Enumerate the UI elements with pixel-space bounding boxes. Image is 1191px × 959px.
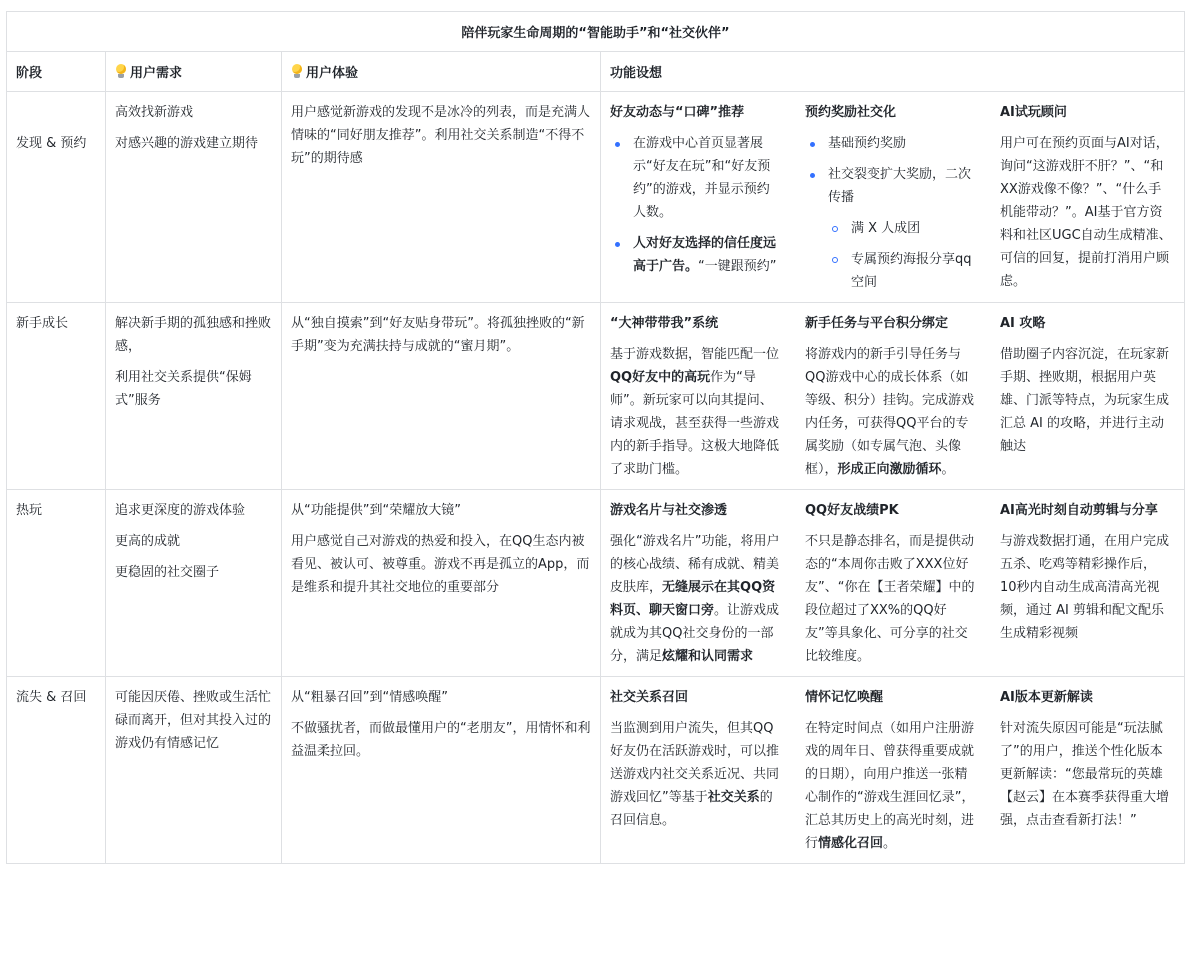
- feature-title: “大神带带我”系统: [610, 316, 719, 331]
- bold-text: QQ好友中的高玩: [610, 370, 711, 385]
- feature-body-text: 。: [883, 836, 897, 851]
- feature-body: 与游戏数据打通，在用户完成五杀、吃鸡等精彩操作后，10秒内自动生成高清高光视频，通过 AI 剪辑和配文配乐生成精彩视频: [1000, 534, 1170, 641]
- stage-label: 新手成长: [16, 316, 69, 331]
- feature-body: [610, 343, 782, 481]
- stage-cell: [7, 303, 106, 490]
- need-item: 利用社交关系提供“保姆式”服务: [115, 370, 252, 408]
- table-title-row: [7, 12, 1185, 52]
- table-title: 陪伴玩家生命周期的“智能助手”和“社交伙伴”: [7, 12, 1185, 52]
- need-item: 高效找新游戏: [115, 105, 194, 120]
- list-item: [805, 163, 977, 294]
- bold-text: 无缝展示在其QQ资料页、聊天窗口旁: [610, 580, 776, 618]
- experience-cell: [282, 303, 601, 490]
- bold-text: 炫耀和认同需求: [662, 649, 754, 664]
- lightbulb-icon: [115, 64, 127, 79]
- stage-label: 热玩: [16, 503, 43, 518]
- bold-text: 形成正向激励循环: [837, 462, 942, 477]
- header-stage: 阶段: [7, 52, 106, 92]
- table-row: [7, 92, 1185, 303]
- feature-bullets: [805, 132, 977, 294]
- experience-text: 从“功能提供”到“荣耀放大镜”: [291, 503, 461, 518]
- features-cell: [601, 677, 1185, 864]
- feature-body-text: 。: [941, 462, 955, 477]
- experience-cell: [282, 677, 601, 864]
- experience-text: 用户感觉自己对游戏的热爱和投入，在QQ生态内被看见、被认可、被尊重。游戏不再是孤立的App，而是维系和提升其社交地位的重要部分: [291, 534, 590, 595]
- feature-title: AI高光时刻自动剪辑与分享: [1000, 503, 1158, 518]
- feature-body: 针对流失原因可能是“玩法腻了”的用户，推送个性化版本更新解读：“您最常玩的英雄【赵云】在本赛季获得重大增强，点击查看新打法！”: [1000, 721, 1170, 828]
- table-row: [7, 303, 1185, 490]
- feature-bullets: [610, 132, 782, 278]
- feature-body: 用户可在预约页面与AI对话，询问“这游戏肝不肝？”、“和XX游戏像不像？”、“什么手机能带动？”。AI基于官方资料和社区UGC自动生成精准、可信的回复，提前打消用户顾虑。: [1000, 136, 1172, 289]
- feature-block: [1000, 686, 1172, 855]
- feature-title: 好友动态与“口碑”推荐: [610, 105, 745, 120]
- feature-body: 不只是静态排名，而是提供动态的“本周你击败了XXX位好友”、“你在【王者荣耀】中的段位超过了XX%的QQ好友”等具象化、可分享的社交比较维度。: [805, 534, 975, 664]
- list-item-text: “一键跟预约”: [698, 259, 777, 274]
- feature-block: [610, 101, 782, 294]
- feature-block: [610, 686, 782, 855]
- need-cell: [106, 490, 282, 677]
- feature-block: [1000, 312, 1172, 481]
- need-item: 解决新手期的孤独感和挫败感，: [115, 316, 272, 354]
- stage-cell: [7, 92, 106, 303]
- need-cell: [106, 303, 282, 490]
- lightbulb-icon: [291, 64, 303, 79]
- feature-block: [805, 499, 977, 668]
- need-cell: [106, 92, 282, 303]
- feature-block: [610, 499, 782, 668]
- feature-title: AI试玩顾问: [1000, 105, 1067, 120]
- need-item: 对感兴趣的游戏建立期待: [115, 136, 259, 151]
- feature-title: 游戏名片与社交渗透: [610, 503, 728, 518]
- header-row: [7, 52, 1185, 92]
- bold-text: 情感化召回: [818, 836, 884, 851]
- feature-body-text: 作为“导师”。新玩家可以向其提问、请求观战，甚至获得一些游戏内的新手指导。这极大地降低了求助门槛。: [610, 370, 780, 477]
- header-experience-label: 用户体验: [306, 66, 359, 81]
- feature-body-text: 当监测到用户流失，但其QQ好友仍在活跃游戏时，可以推送游戏内社交关系近况、共同游戏回忆”等基于: [610, 721, 780, 805]
- features-cell: [601, 490, 1185, 677]
- features-cell: [601, 92, 1185, 303]
- feature-title: AI 攻略: [1000, 316, 1046, 331]
- feature-block: [805, 312, 977, 481]
- experience-cell: [282, 92, 601, 303]
- stage-label: 发现 & 预约: [16, 136, 87, 151]
- feature-body: [805, 717, 977, 855]
- need-item: 更稳固的社交圈子: [115, 565, 220, 580]
- header-need: [106, 52, 282, 92]
- feature-title: 预约奖励社交化: [805, 105, 897, 120]
- experience-cell: [282, 490, 601, 677]
- feature-body-text: 强化“游戏名片”功能，将用户的核心战绩、稀有成就、精美皮肤库，: [610, 534, 780, 595]
- feature-body: [805, 343, 977, 481]
- feature-block: [805, 686, 977, 855]
- table-row: [7, 677, 1185, 864]
- feature-title: AI版本更新解读: [1000, 690, 1093, 705]
- stage-cell: [7, 677, 106, 864]
- lifecycle-table-container: [6, 11, 1184, 864]
- feature-body-text: 在特定时间点（如用户注册游戏的周年日、曾获得重要成就的日期），向用户推送一张精心制作的“游戏生涯回忆录”，汇总其历史上的高光时刻，进行: [805, 721, 975, 851]
- need-cell: [106, 677, 282, 864]
- feature-body-text: 的召回信息。: [610, 790, 773, 828]
- stage-label: 流失 & 召回: [16, 690, 87, 705]
- feature-body-text: 基于游戏数据，智能匹配一位: [610, 347, 780, 362]
- sub-list-item: 满 X 人成团: [828, 217, 977, 240]
- experience-text: 从“粗暴召回”到“情感唤醒”: [291, 690, 448, 705]
- feature-title: 新手任务与平台积分绑定: [805, 316, 949, 331]
- feature-body: 借助圈子内容沉淀，在玩家新手期、挫败期，根据用户英雄、门派等特点，为玩家生成汇总 AI 的攻略，并进行主动触达: [1000, 347, 1170, 454]
- list-item: 在游戏中心首页显著展示“好友在玩”和“好友预约”的游戏，并显示预约人数。: [610, 132, 782, 224]
- need-item: 可能因厌倦、挫败或生活忙碌而离开，但对其投入过的游戏仍有情感记忆: [115, 690, 272, 751]
- feature-block: [805, 101, 977, 294]
- feature-body: [610, 530, 782, 668]
- feature-title: 情怀记忆唤醒: [805, 690, 884, 705]
- sub-list-item: 专属预约海报分享qq 空间: [828, 248, 977, 294]
- experience-text: 不做骚扰者，而做最懂用户的“老朋友”，用情怀和利益温柔拉回。: [291, 721, 591, 759]
- feature-title: 社交关系召回: [610, 690, 689, 705]
- sub-bullets: [828, 217, 977, 294]
- bold-text: 人对好友选择的信任度远高于广告。: [633, 236, 777, 274]
- list-item-text: 社交裂变扩大奖励，二次传播: [828, 167, 972, 205]
- feature-title: QQ好友战绩PK: [805, 503, 899, 518]
- feature-body-text: 将游戏内的新手引导任务与QQ游戏中心的成长体系（如等级、积分）挂钩。完成游戏内任务，可获得QQ平台的专属奖励（如专属气泡、头像框），: [805, 347, 975, 477]
- feature-block: [1000, 499, 1172, 668]
- feature-block: [1000, 101, 1172, 294]
- bold-text: 社交关系: [707, 790, 760, 805]
- feature-block: [610, 312, 782, 481]
- stage-cell: [7, 490, 106, 677]
- lifecycle-table: [6, 11, 1185, 864]
- table-row: [7, 490, 1185, 677]
- header-features: 功能设想: [601, 52, 1185, 92]
- feature-body-text: 。让游戏成就成为其QQ社交身份的一部分，满足: [610, 603, 780, 664]
- experience-text: 用户感觉新游戏的发现不是冰冷的列表，而是充满人情味的“同好朋友推荐”。利用社交关系制造“不得不玩”的期待感: [291, 105, 591, 166]
- need-item: 更高的成就: [115, 534, 181, 549]
- feature-body: [610, 717, 782, 832]
- header-need-label: 用户需求: [130, 66, 183, 81]
- header-experience: [282, 52, 601, 92]
- need-item: 追求更深度的游戏体验: [115, 503, 246, 518]
- features-cell: [601, 303, 1185, 490]
- list-item: 基础预约奖励: [805, 132, 977, 155]
- list-item: [610, 232, 782, 278]
- experience-text: 从“独自摸索”到“好友贴身带玩”。将孤独挫败的“新手期”变为充满扶持与成就的“蜜月期”。: [291, 316, 585, 354]
